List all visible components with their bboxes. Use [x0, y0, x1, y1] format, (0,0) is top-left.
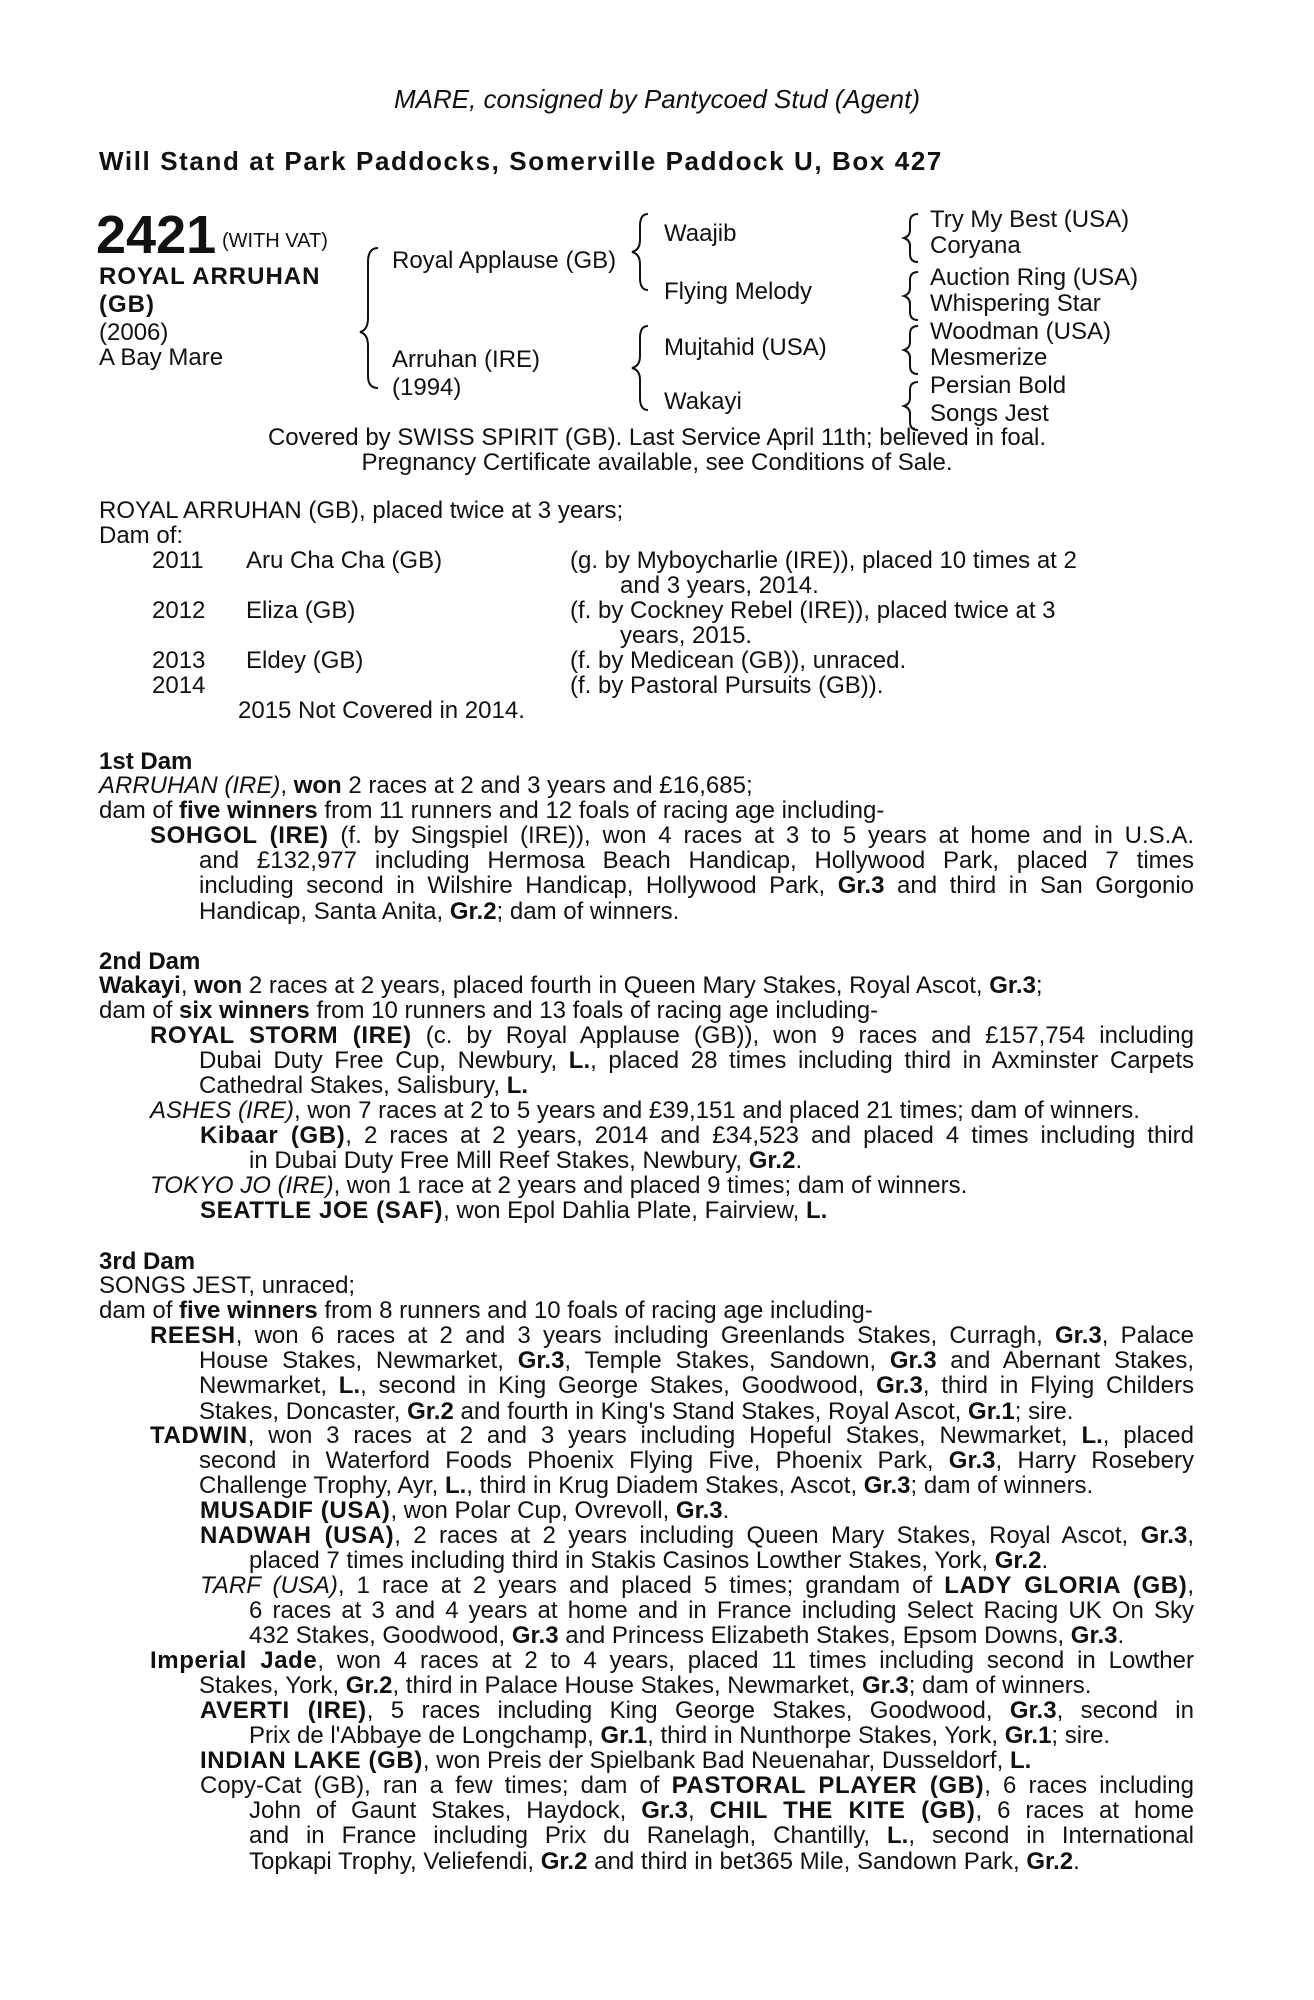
dam2-royal-storm: ROYAL STORM (IRE) (c. by Royal Applause (GB)), won 9 races and £157,754 including Dubai Duty Free Cup, Newbury, L., placed 28 times including third in Axminster Carpets Cathedral Stakes, Salisbury, L. — [150, 1022, 1194, 1100]
horse-description: A Bay Mare — [99, 344, 224, 371]
dam3-tadwin: TADWIN, won 3 races at 2 and 3 years including Hopeful Stakes, Newmarket, L., placed second in Waterford Foods Phoenix Flying Five, Phoenix Park, Gr.3, Harry Rosebery Challenge Trophy, Ayr, L., third in Krug Diadem Stakes, Ascot, Gr.3; dam of winners. — [150, 1422, 1194, 1500]
dam3-reesh: REESH, won 6 races at 2 and 3 years including Greenlands Stakes, Curragh, Gr.3, Palace House Stakes, Newmarket, Gr.3, Temple Stakes, Sandown, Gr.3 and Abernant Stakes, Newmarket, L., second in King George Stakes, Goodwood, Gr.3, third in Flying Childers Stakes, Doncaster, Gr.2 and fourth in King's Stand Stakes, Royal Ascot, Gr.1; sire. — [150, 1322, 1194, 1425]
produce-detail: (f. by Pastoral Pursuits (GB)). — [570, 672, 884, 699]
produce-name: Aru Cha Cha (GB) — [246, 547, 443, 574]
dam3-line: SONGS JEST, unraced; — [99, 1272, 356, 1299]
section-third-dam: 3rd Dam — [99, 1248, 196, 1275]
pedigree-sire-dam: Flying Melody — [664, 278, 813, 305]
dam3-copy-cat: Copy-Cat (GB), ran a few times; dam of PASTORAL PLAYER (GB), 6 races including John of Gaunt Stakes, Haydock, Gr.3, CHIL THE KITE (GB), 6 races at home and in France including Prix du Ranelagh, Chantilly, L., second in International Topkapi Trophy, Veliefendi, Gr.2 and third in bet365 Mile, Sandown Park, Gr.2. — [200, 1772, 1194, 1875]
produce-year: 2012 — [152, 597, 206, 624]
dam1-sohgol: SOHGOL (IRE) (f. by Singspiel (IRE)), won 4 races at 3 to 5 years at home and in U.S.A. and £132,977 including Hermosa Beach Handicap, Hollywood Park, placed 7 times including second in Wilshire Handicap, Hollywood Park, Gr.3 and third in San Gorgonio Handicap, Santa Anita, Gr.2; dam of winners. — [150, 822, 1195, 925]
pedigree-g3: Songs Jest — [930, 400, 1049, 427]
dam2-seattle-joe: SEATTLE JOE (SAF), won Epol Dahlia Plate, Fairview, L. — [200, 1197, 828, 1224]
pedigree-sire: Royal Applause (GB) — [392, 247, 617, 274]
dam3-indian-lake: INDIAN LAKE (GB), won Preis der Spielbank Bad Neuenahar, Dusseldorf, L. — [200, 1747, 1032, 1774]
horse-name: ROYAL ARRUHAN — [99, 263, 321, 290]
section-first-dam: 1st Dam — [99, 748, 193, 775]
pedigree-dam: Arruhan (IRE) — [392, 346, 541, 373]
dam2-tokyo-jo: TOKYO JO (IRE), won 1 race at 2 years and placed 9 times; dam of winners. — [150, 1172, 968, 1199]
dam1-summary: dam of five winners from 11 runners and 12 foals of racing age including- — [99, 797, 885, 824]
pedigree-sire-sire: Waajib — [664, 220, 737, 247]
produce-year: 2013 — [152, 647, 206, 674]
pedigree-dam-sire: Mujtahid (USA) — [664, 334, 827, 361]
pedigree-g3: Auction Ring (USA) — [930, 264, 1139, 291]
pedigree-dam-dam: Wakayi — [664, 388, 742, 415]
dam-of-label: Dam of: — [99, 522, 184, 549]
horse-name-country: (GB) — [99, 291, 155, 318]
section-second-dam: 2nd Dam — [99, 948, 201, 975]
vat-note: (WITH VAT) — [222, 230, 328, 252]
produce-detail: (f. by Medicean (GB)), unraced. — [570, 647, 907, 674]
pregnancy-note: Pregnancy Certificate available, see Conditions of Sale. — [361, 449, 953, 476]
produce-intro: ROYAL ARRUHAN (GB), placed twice at 3 years; — [99, 497, 624, 524]
dam1-line: ARRUHAN (IRE), won 2 races at 2 and 3 years and £16,685; — [99, 772, 753, 799]
dam2-kibaar: Kibaar (GB), 2 races at 2 years, 2014 and £34,523 and placed 4 times including third in Dubai Duty Free Mill Reef Stakes, Newbury, Gr.2. — [200, 1122, 1194, 1175]
dam3-musadif: MUSADIF (USA), won Polar Cup, Ovrevoll, Gr.3. — [200, 1497, 730, 1524]
dam2-summary: dam of six winners from 10 runners and 13 foals of racing age including- — [99, 997, 879, 1024]
pedigree-g3: Persian Bold — [930, 372, 1067, 399]
produce-year: 2011 — [152, 547, 204, 574]
pedigree-g3: Mesmerize — [930, 344, 1048, 371]
pedigree-g3: Try My Best (USA) — [930, 206, 1130, 233]
dam3-nadwah: NADWAH (USA), 2 races at 2 years including Queen Mary Stakes, Royal Ascot, Gr.3, placed 7 times including third in Stakis Casinos Lowther Stakes, York, Gr.2. — [200, 1522, 1194, 1575]
produce-detail: and 3 years, 2014. — [620, 572, 819, 599]
lot-number: 2421 — [96, 205, 217, 265]
dam3-imperial-jade: Imperial Jade, won 4 races at 2 to 4 years, placed 11 times including second in Lowther Stakes, York, Gr.2, third in Palace House Stakes, Newmarket, Gr.3; dam of winners. — [150, 1647, 1194, 1700]
pedigree-g3: Whispering Star — [930, 290, 1101, 317]
produce-detail: years, 2015. — [620, 622, 753, 649]
pedigree-g3: Woodman (USA) — [930, 318, 1111, 345]
stand-location: Will Stand at Park Paddocks, Somerville Paddock U, Box 427 — [99, 146, 943, 176]
produce-name: Eldey (GB) — [246, 647, 364, 674]
dam2-line: Wakayi, won 2 races at 2 years, placed fourth in Queen Mary Stakes, Royal Ascot, Gr.3; — [99, 972, 1043, 999]
foaling-year: (2006) — [99, 319, 169, 346]
produce-detail: (g. by Myboycharlie (IRE)), placed 10 times at 2 — [570, 547, 1077, 574]
produce-year: 2014 — [152, 672, 206, 699]
produce-note: 2015 Not Covered in 2014. — [238, 697, 525, 724]
produce-detail: (f. by Cockney Rebel (IRE)), placed twice at 3 — [570, 597, 1056, 624]
covered-note: Covered by SWISS SPIRIT (GB). Last Service April 11th; believed in foal. — [267, 424, 1047, 451]
pedigree-g3: Coryana — [930, 232, 1021, 259]
pedigree-dam-year: (1994) — [392, 374, 462, 401]
dam3-averti: AVERTI (IRE), 5 races including King George Stakes, Goodwood, Gr.3, second in Prix de l'Abbaye de Longchamp, Gr.1, third in Nunthorpe Stakes, York, Gr.1; sire. — [200, 1697, 1194, 1750]
produce-name: Eliza (GB) — [246, 597, 356, 624]
dam3-summary: dam of five winners from 8 runners and 10 foals of racing age including- — [99, 1297, 873, 1324]
dam3-tarf: TARF (USA), 1 race at 2 years and placed 5 times; grandam of LADY GLORIA (GB), 6 races at 3 and 4 years at home and in France including Select Racing UK On Sky 432 Stakes, Goodwood, Gr.3 and Princess Elizabeth Stakes, Epsom Downs, Gr.3. — [200, 1572, 1194, 1650]
dam2-ashes: ASHES (IRE), won 7 races at 2 to 5 years and £39,151 and placed 21 times; dam of winners. — [150, 1097, 1140, 1124]
consignor-title: MARE, consigned by Pantycoed Stud (Agent) — [393, 84, 921, 114]
